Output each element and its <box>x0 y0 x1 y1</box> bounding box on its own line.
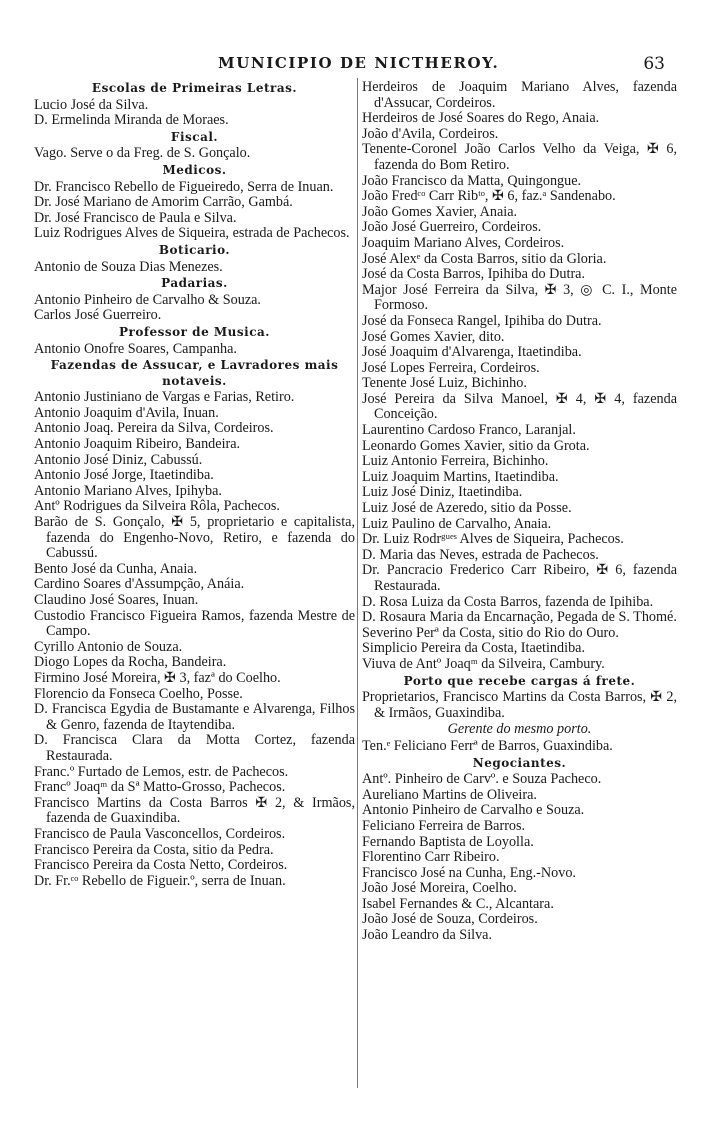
directory-entry: Luiz Antonio Ferreira, Bichinho. <box>362 453 549 470</box>
directory-entry: Antonio Joaquim d'Avila, Inuan. <box>34 404 219 421</box>
directory-entry: Feliciano Ferreira de Barros. <box>362 817 526 834</box>
directory-entry: Luiz Joaquim Martins, Itaetindiba. <box>362 468 559 485</box>
section-heading: Fiscal. <box>170 129 219 144</box>
directory-entry: Severino Perª da Costa, sitio do Rio do Ouro. <box>362 624 619 641</box>
section-heading: Escolas de Primeiras Letras. <box>91 81 298 95</box>
directory-entry: Tenente-Coronel João Carlos Velho da Veiga, ✠ 6, fazenda do Bom Retiro. <box>362 141 677 173</box>
directory-entry: D. Rosaura Maria da Encarnação, Pegada de S. Thomé. <box>362 609 677 626</box>
section-note: Gerente do mesmo porto. <box>447 721 592 738</box>
directory-entry: Laurentino Cardoso Franco, Laranjal. <box>362 422 576 439</box>
directory-entry: Antonio Pinheiro de Carvalho e Souza. <box>362 802 585 819</box>
directory-entry: Franc.º Furtado de Lemos, estr. de Pachecos. <box>34 763 289 780</box>
directory-entry: Francº Joaqᵐ da Sª Matto-Grosso, Pachecos. <box>34 779 286 796</box>
directory-entry: Cardino Soares d'Assumpção, Anáia. <box>34 576 245 593</box>
directory-entry: D. Francisca Clara da Motta Cortez, fazenda Restaurada. <box>34 732 355 764</box>
directory-entry: Viuva de Antº Joaqᵐ da Silveira, Cambury. <box>362 655 605 672</box>
directory-entry: Dr. Pancracio Frederico Carr Ribeiro, ✠ 6, fazenda Restaurada. <box>362 562 677 594</box>
directory-entry: José Joaquim d'Alvarenga, Itaetindiba. <box>362 344 582 361</box>
directory-entry: D. Ermelinda Miranda de Moraes. <box>34 112 229 129</box>
directory-entry: Francisco Martins da Costa Barros ✠ 2, & Irmãos, fazenda de Guaxindiba. <box>34 794 355 827</box>
directory-entry: José da Costa Barros, Ipihiba do Dutra. <box>362 266 586 283</box>
directory-entry: Leonardo Gomes Xavier, sitio da Grota. <box>362 437 590 454</box>
directory-entry: João d'Avila, Cordeiros. <box>362 125 499 142</box>
directory-entry: Herdeiros de Joaquim Mariano Alves, fazenda d'Assucar, Cordeiros. <box>362 79 677 111</box>
directory-entry: José Gomes Xavier, dito. <box>362 328 505 345</box>
directory-entry: Proprietarios, Francisco Martins da Costa Barros, ✠ 2, & Irmãos, Guaxindiba. <box>362 689 677 721</box>
directory-entry: Lucio José da Silva. <box>34 96 149 113</box>
directory-entry: José Lopes Ferreira, Cordeiros. <box>362 359 540 376</box>
directory-entry: Major José Ferreira da Silva, ✠ 3, ◎ C. I., Monte Formoso. <box>362 281 677 314</box>
directory-entry: Antonio Onofre Soares, Campanha. <box>34 340 237 357</box>
directory-entry: D. Rosa Luiza da Costa Barros, fazenda de Ipihiba. <box>362 593 654 610</box>
directory-entry: Francisco Pereira da Costa, sitio da Pedra. <box>34 841 274 858</box>
directory-entry: José Alexᵉ da Costa Barros, sitio da Gloria. <box>362 250 607 267</box>
directory-entry: Florencio da Fonseca Coelho, Posse. <box>34 685 243 702</box>
directory-entry: Claudino José Soares, Inuan. <box>34 592 199 608</box>
directory-entry: João Fredᶜᵒ Carr Ribᵗᵒ, ✠ 6, faz.ᵃ Sandenabo. <box>362 188 616 205</box>
directory-entry: Dr. Luiz Rodrᵍᵘᵉˢ Alves de Siqueira, Pachecos. <box>362 531 624 548</box>
directory-entry: Antonio Joaquim Ribeiro, Bandeira. <box>34 436 241 453</box>
directory-entry: Isabel Fernandes & C., Alcantara. <box>362 895 554 912</box>
directory-entry: Francisco de Paula Vasconcellos, Cordeiros. <box>34 825 286 842</box>
directory-entry: Barão de S. Gonçalo, ✠ 5, proprietario e capitalista, fazenda do Engenho-Novo, Retiro, e fazenda do Cabussú. <box>34 514 355 562</box>
left-column <box>34 80 355 889</box>
section-heading: Padarias. <box>161 276 228 291</box>
directory-entry: João José Guerreiro, Cordeiros. <box>362 219 542 236</box>
section-heading: Fazendas de Assucar, e Lavradores mais notaveis. <box>50 358 339 388</box>
section-heading: Medicos. <box>162 162 227 177</box>
page-title: MUNICIPIO DE NICTHEROY. <box>218 54 500 72</box>
directory-entry: João Gomes Xavier, Anaia. <box>362 203 518 220</box>
directory-entry: Firmino José Moreira, ✠ 3, fazª do Coelho. <box>34 669 281 686</box>
directory-entry: João Francisco da Matta, Quingongue. <box>362 172 582 189</box>
column-divider <box>357 78 358 1088</box>
directory-entry: D. Maria das Neves, estrada de Pachecos. <box>362 546 599 563</box>
directory-entry: João José Moreira, Coelho. <box>362 880 517 897</box>
directory-entry: Cyrillo Antonio de Souza. <box>34 638 183 655</box>
section-heading: Porto que recebe cargas á frete. <box>403 673 636 688</box>
directory-entry: Luiz Rodrigues Alves de Siqueira, estrada de Pachecos. <box>34 225 350 242</box>
directory-entry: Dr. Fr.ᶜᵒ Rebello de Figueir.º, serra de Inuan. <box>34 872 286 889</box>
directory-entry: Antonio Pinheiro de Carvalho & Souza. <box>34 291 261 308</box>
directory-entry: Custodio Francisco Figueira Ramos, fazenda Mestre de Campo. <box>34 607 355 640</box>
directory-entry: Antonio José Diniz, Cabussú. <box>34 451 203 468</box>
directory-entry: José da Fonseca Rangel, Ipihiba do Dutra. <box>362 312 602 329</box>
section-heading: Boticario. <box>158 242 231 257</box>
directory-entry: Antonio de Souza Dias Menezes. <box>34 258 223 275</box>
directory-entry: Antonio José Jorge, Itaetindiba. <box>34 467 214 484</box>
page-number: 63 <box>643 54 665 74</box>
directory-entry: Luiz José Diniz, Itaetindiba. <box>362 484 523 501</box>
directory-entry: Dr. Francisco Rebello de Figueiredo, Serra de Inuan. <box>34 178 334 195</box>
directory-entry: Antonio Joaq. Pereira da Silva, Cordeiros. <box>34 420 274 437</box>
directory-entry: Dr. José Mariano de Amorim Carrão, Gambá. <box>34 194 293 211</box>
directory-entry: João José de Souza, Cordeiros. <box>362 911 538 928</box>
directory-entry: Herdeiros de José Soares do Rego, Anaia. <box>362 110 600 127</box>
right-column <box>362 80 677 944</box>
directory-entry: Tenente José Luiz, Bichinho. <box>362 375 527 392</box>
directory-entry: Francisco José na Cunha, Eng.-Novo. <box>362 864 576 881</box>
directory-entry: João Leandro da Silva. <box>362 927 493 944</box>
section-heading: Professor de Musica. <box>119 324 270 339</box>
page-header <box>0 54 725 80</box>
directory-entry: Luiz José de Azeredo, sitio da Posse. <box>362 500 572 517</box>
directory-entry: Vago. Serve o da Freg. de S. Gonçalo. <box>34 145 251 162</box>
directory-entry: Antº Rodrigues da Silveira Rôla, Pachecos. <box>34 498 280 515</box>
directory-entry: Fernando Baptista de Loyolla. <box>362 833 534 850</box>
section-heading: Negociantes. <box>472 755 567 770</box>
directory-entry: Ten.ᵉ Feliciano Ferrª de Barros, Guaxindiba. <box>362 737 613 754</box>
directory-entry: D. Francisca Egydia de Bustamante e Alvarenga, Filhos & Genro, fazenda de Itaytendiba. <box>34 701 355 733</box>
directory-entry: Luiz Paulino de Carvalho, Anaia. <box>362 515 552 532</box>
directory-entry: Simplicio Pereira da Costa, Itaetindiba. <box>362 640 586 657</box>
directory-entry: Antonio Justiniano de Vargas e Farias, Retiro. <box>34 389 295 406</box>
directory-entry: Francisco Pereira da Costa Netto, Cordeiros. <box>34 857 288 874</box>
directory-entry: Antº. Pinheiro de Carvº. e Souza Pacheco. <box>362 771 602 788</box>
directory-entry: Florentino Carr Ribeiro. <box>362 849 500 866</box>
directory-entry: Antonio Mariano Alves, Ipihyba. <box>34 482 222 499</box>
directory-entry: José Pereira da Silva Manoel, ✠ 4, ✠ 4, fazenda Conceição. <box>362 390 677 423</box>
directory-entry: Diogo Lopes da Rocha, Bandeira. <box>34 654 227 671</box>
directory-entry: Carlos José Guerreiro. <box>34 307 162 324</box>
directory-entry: Bento José da Cunha, Anaia. <box>34 560 198 577</box>
directory-entry: Joaquim Mariano Alves, Cordeiros. <box>362 234 565 251</box>
directory-entry: Aureliano Martins de Oliveira. <box>362 786 537 803</box>
directory-entry: Dr. José Francisco de Paula e Silva. <box>34 209 237 226</box>
